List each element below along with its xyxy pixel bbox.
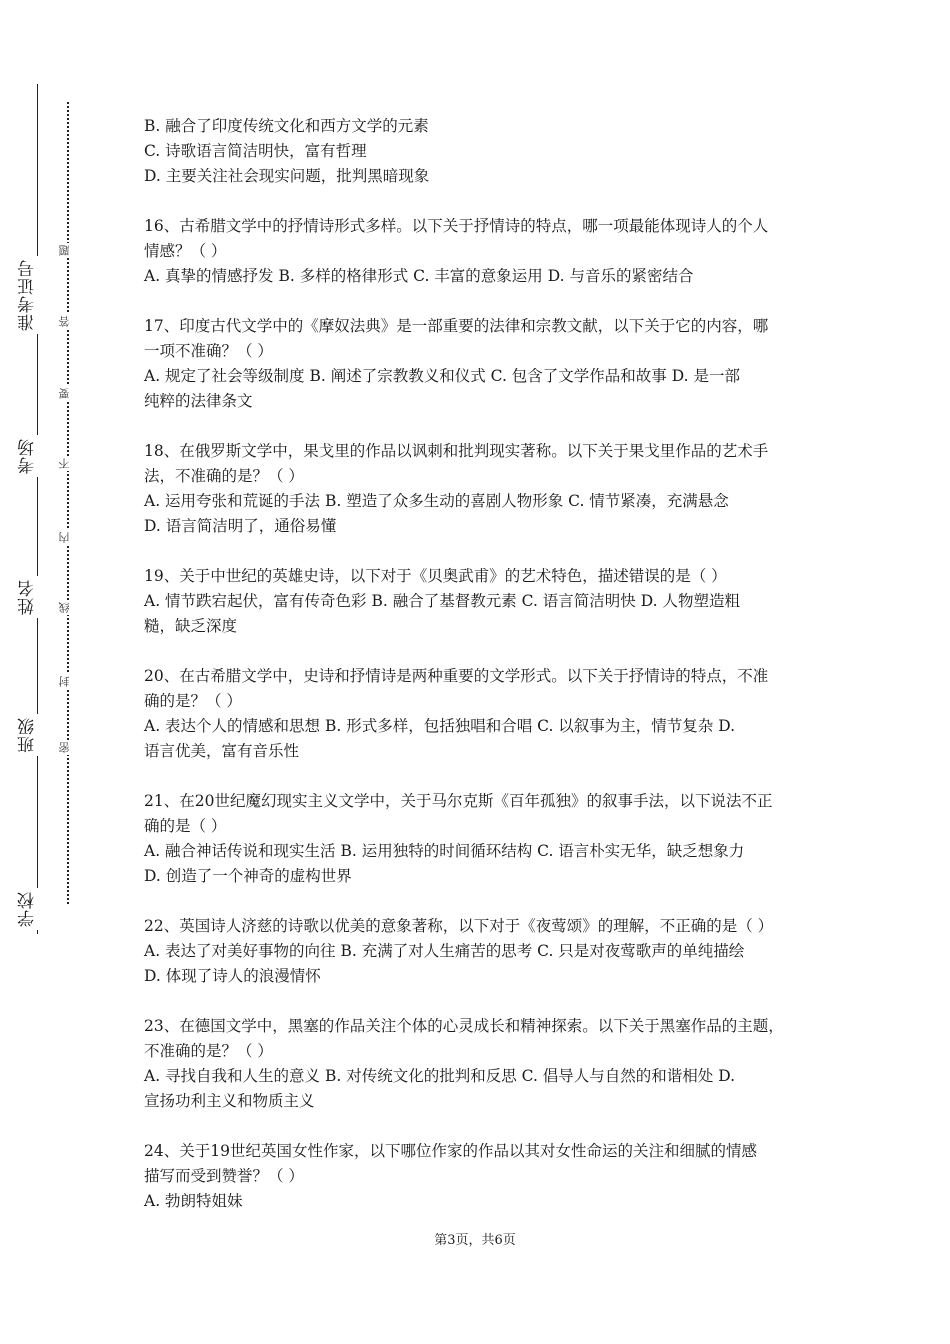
question-stem: 一项不准确？（ ） [144, 342, 273, 360]
previous-question-options [144, 114, 816, 189]
question-stem: 法，不准确的是？（ ） [144, 467, 304, 485]
question-17 [144, 314, 816, 414]
question-options: A. 真挚的情感抒发 B. 多样的格律形式 C. 丰富的意象运用 D. 与音乐的紧密结合 [144, 267, 694, 285]
field-exam-number-label: 准考证号 [20, 256, 54, 334]
question-stem: 21、在20世纪魔幻现实主义文学中，关于马尔克斯《百年孤独》的叙事手法，以下说法不正 [144, 792, 773, 810]
option-line: D. 主要关注社会现实问题，批判黑暗现象 [144, 167, 430, 185]
question-19 [144, 564, 816, 639]
field-school-label: 学校 [20, 888, 54, 930]
seal-char-feng: 封 [59, 674, 77, 689]
question-24 [144, 1139, 816, 1214]
question-23 [144, 1014, 816, 1114]
question-stem: 23、在德国文学中，黑塞的作品关注个体的心灵成长和精神探索。以下关于黑塞作品的主题， [144, 1017, 784, 1035]
question-stem: 16、古希腊文学中的抒情诗形式多样。以下关于抒情诗的特点，哪一项最能体现诗人的个人 [144, 217, 769, 235]
question-22 [144, 914, 816, 989]
seal-char-ti: 题 [59, 243, 77, 258]
page-number: 第3页，共6页 [434, 1233, 516, 1248]
question-options: A. 融合神话传说和现实生活 B. 运用独特的时间循环结构 C. 语言朴实无华，缺乏想象力 [144, 842, 745, 860]
question-options: A. 运用夸张和荒诞的手法 B. 塑造了众多生动的喜剧人物形象 C. 情节紧凑，充满悬念 [144, 492, 729, 510]
seal-char-xian: 线 [59, 600, 77, 615]
question-options: A. 寻找自我和人生的意义 B. 对传统文化的批判和反思 C. 倡导人与自然的和谐相处 D. [144, 1067, 736, 1085]
question-18 [144, 439, 816, 539]
question-options: D. 语言简洁明了，通俗易懂 [144, 517, 337, 535]
margin-solid-line [37, 84, 38, 934]
field-exam-room-label: 考场 [20, 435, 54, 477]
question-options: D. 创造了一个神奇的虚构世界 [144, 867, 352, 885]
seal-char-nei: 内 [59, 530, 77, 545]
binding-margin [0, 0, 110, 1344]
question-options: 语言优美，富有音乐性 [144, 742, 300, 760]
field-class-label: 班级 [20, 714, 54, 756]
question-stem: 不准确的是？（ ） [144, 1042, 273, 1060]
question-options: A. 规定了社会等级制度 B. 阐述了宗教教义和仪式 C. 包含了文学作品和故事 D. 是一部 [144, 367, 740, 385]
question-16 [144, 214, 816, 289]
question-options: A. 表达个人的情感和思想 B. 形式多样，包括独唱和合唱 C. 以叙事为主，情节复杂 D. [144, 717, 736, 735]
margin-dotted-line [67, 102, 69, 904]
option-line: C. 诗歌语言简洁明快，富有哲理 [144, 142, 367, 160]
question-stem: 确的是（ ） [144, 817, 227, 835]
seal-char-bu: 不 [59, 456, 77, 471]
question-options: 纯粹的法律条文 [144, 392, 253, 410]
question-options: D. 体现了诗人的浪漫情怀 [144, 967, 321, 985]
question-stem: 描写而受到赞誉？（ ） [144, 1167, 304, 1185]
question-stem: 18、在俄罗斯文学中，果戈里的作品以讽刺和批判现实著称。以下关于果戈里作品的艺术手 [144, 442, 769, 460]
option-line: B. 融合了印度传统文化和西方文学的元素 [144, 117, 429, 135]
question-20 [144, 664, 816, 764]
question-stem: 17、印度古代文学中的《摩奴法典》是一部重要的法律和宗教文献，以下关于它的内容，哪 [144, 317, 769, 335]
question-stem: 22、英国诗人济慈的诗歌以优美的意象著称，以下对于《夜莺颂》的理解，不正确的是（ ） [144, 917, 774, 935]
question-options: A. 勃朗特姐妹 [144, 1192, 243, 1210]
question-content [144, 114, 816, 1214]
question-21 [144, 789, 816, 889]
question-options: 宣扬功利主义和物质主义 [144, 1092, 315, 1110]
question-stem: 20、在古希腊文学中，史诗和抒情诗是两种重要的文学形式。以下关于抒情诗的特点，不准 [144, 667, 769, 685]
question-stem: 确的是？（ ） [144, 692, 242, 710]
question-options: 糙，缺乏深度 [144, 617, 238, 635]
seal-char-mi: 密 [59, 740, 77, 755]
field-name-label: 姓名 [20, 576, 54, 618]
seal-char-yao: 要 [59, 386, 77, 401]
question-options: A. 情节跌宕起伏，富有传奇色彩 B. 融合了基督教元素 C. 语言简洁明快 D. 人物塑造粗 [144, 592, 740, 610]
question-stem: 24、关于19世纪英国女性作家，以下哪位作家的作品以其对女性命运的关注和细腻的情感 [144, 1142, 757, 1160]
question-options: A. 表达了对美好事物的向往 B. 充满了对人生痛苦的思考 C. 只是对夜莺歌声的单纯描绘 [144, 942, 745, 960]
seal-char-da: 答 [59, 314, 77, 329]
question-stem: 19、关于中世纪的英雄史诗，以下对于《贝奥武甫》的艺术特色，描述错误的是（ ） [144, 567, 727, 585]
question-stem: 情感？（ ） [144, 242, 227, 260]
